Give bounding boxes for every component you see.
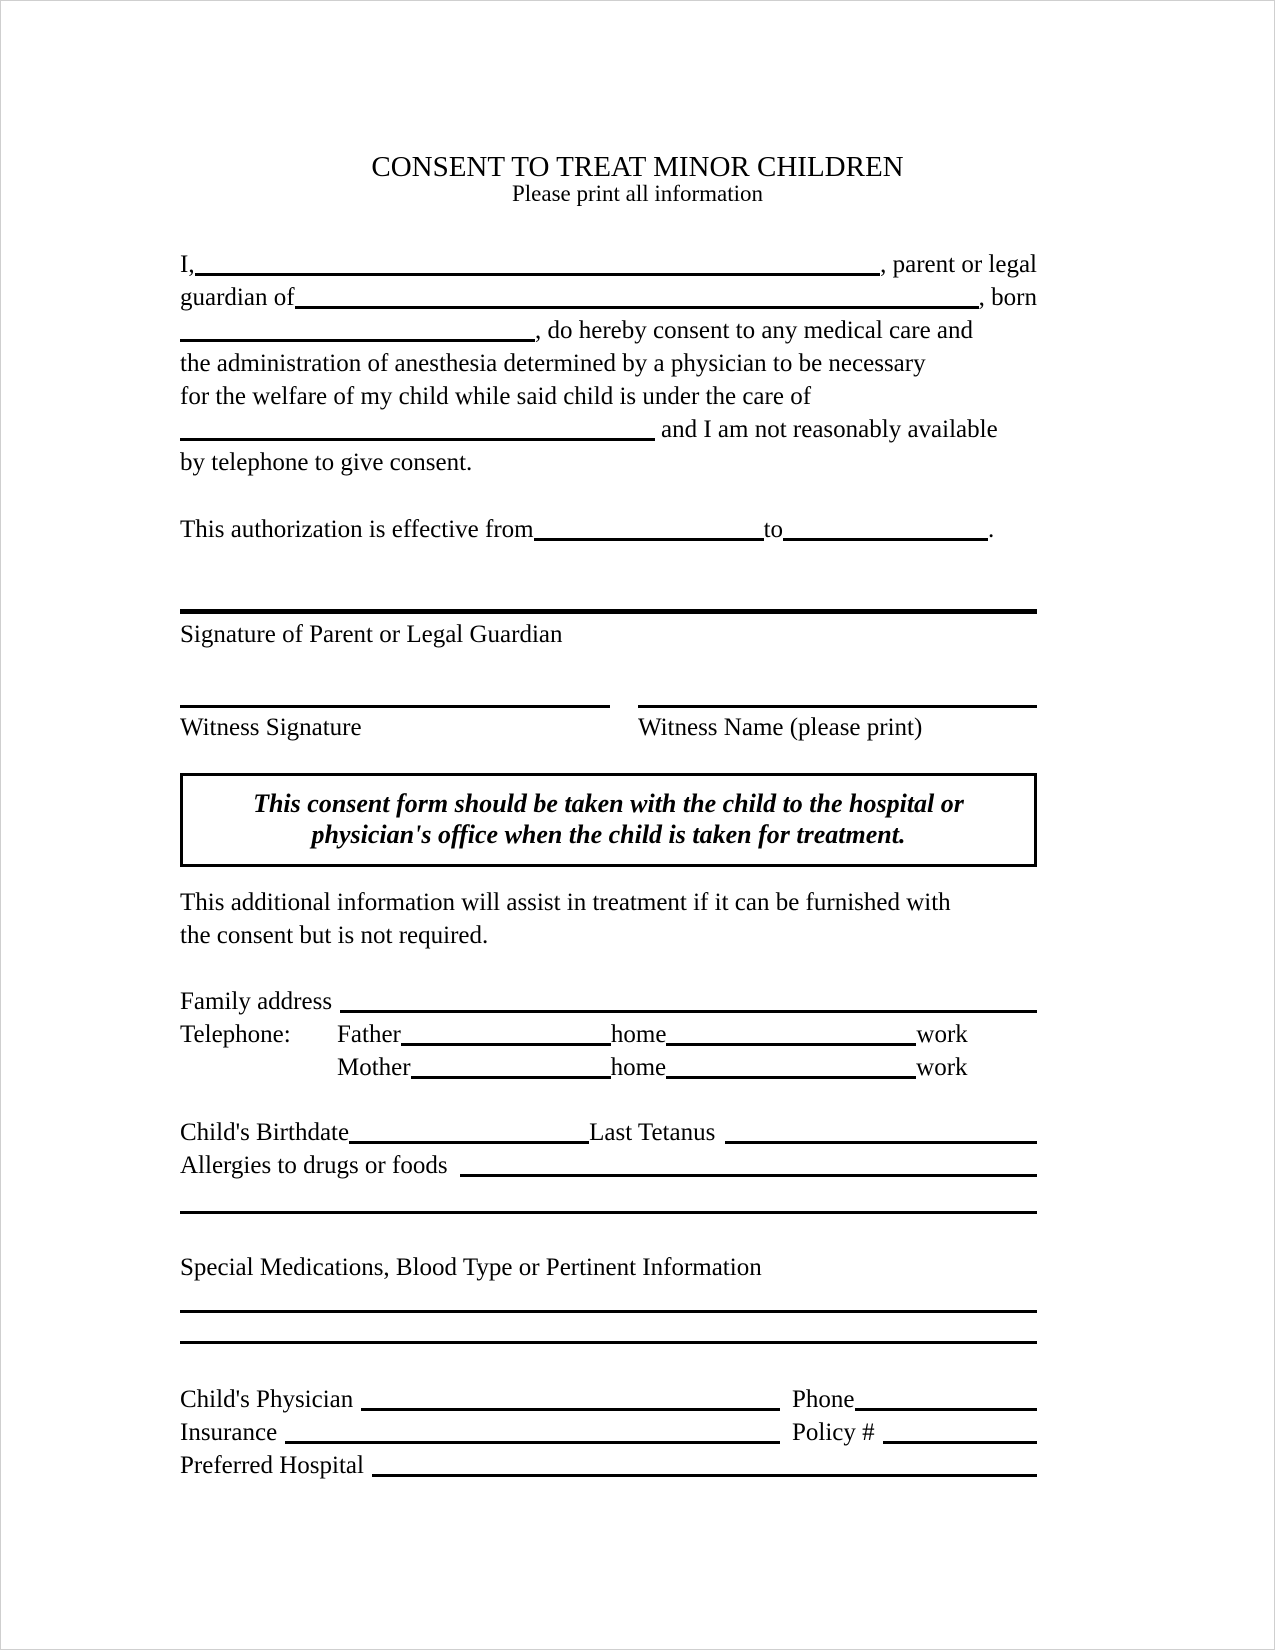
consent-line-2 <box>180 281 1037 314</box>
allergies-blank[interactable] <box>460 1173 1037 1177</box>
caregiver-name-blank[interactable] <box>180 437 655 441</box>
consent-paragraph <box>180 248 1037 479</box>
childs-physician-label: Child's Physician <box>180 1386 354 1413</box>
mother-home-label: home <box>610 1054 667 1081</box>
allergies-continuation-line[interactable] <box>180 1211 1037 1214</box>
father-home-phone-blank[interactable] <box>401 1042 611 1046</box>
authorization-line <box>180 513 1037 546</box>
additional-info-line-2: the consent but is not required. <box>180 922 489 949</box>
page-subtitle: Please print all information <box>511 181 764 206</box>
father-label: Father <box>337 1021 401 1048</box>
consent-line-7: by telephone to give consent. <box>180 449 473 476</box>
last-tetanus-blank[interactable] <box>725 1140 1037 1144</box>
childs-birthdate-label: Child's Birthdate <box>180 1119 350 1146</box>
preferred-hospital-label: Preferred Hospital <box>180 1452 364 1479</box>
mother-home-phone-blank[interactable] <box>411 1075 611 1079</box>
witness-name-column <box>638 705 1037 744</box>
preferred-hospital-blank[interactable] <box>372 1473 1037 1477</box>
notice-box <box>180 773 1037 867</box>
father-home-label: home <box>610 1021 667 1048</box>
child-name-blank[interactable] <box>295 305 979 309</box>
birthdate-tetanus-row <box>180 1116 1037 1149</box>
special-medications-label: Special Medications, Blood Type or Pertinent Information <box>180 1254 762 1281</box>
consent-l1-pre: I, <box>180 251 195 278</box>
authorization-period: . <box>988 516 995 543</box>
childs-physician-blank[interactable] <box>361 1407 780 1411</box>
witness-name-line[interactable] <box>638 705 1037 708</box>
mother-label: Mother <box>337 1054 411 1081</box>
consent-line-1 <box>180 248 1037 281</box>
insurance-label: Insurance <box>180 1419 278 1446</box>
allergies-row <box>180 1149 1037 1182</box>
notice-line-1: This consent form should be taken with the child to the hospital or <box>253 789 964 818</box>
witness-section <box>180 705 1037 744</box>
special-medications-line-1[interactable] <box>180 1310 1037 1313</box>
family-address-row <box>180 985 1037 1018</box>
consent-line-6 <box>180 413 1037 446</box>
mother-work-phone-blank[interactable] <box>666 1075 916 1079</box>
mother-telephone-row <box>180 1051 1037 1084</box>
additional-info-paragraph <box>180 886 1037 952</box>
family-address-blank[interactable] <box>340 1009 1037 1013</box>
additional-info-line-1: This additional information will assist in treatment if it can be furnished with <box>180 889 951 916</box>
father-work-label: work <box>916 1021 968 1048</box>
witness-signature-label: Witness Signature <box>180 714 362 741</box>
authorization-pre: This authorization is effective from <box>180 516 534 543</box>
policy-number-label: Policy # <box>792 1419 875 1446</box>
notice-line-2: physician's office when the child is taken for treatment. <box>311 820 906 849</box>
witness-name-label: Witness Name (please print) <box>638 714 923 741</box>
physician-phone-row <box>180 1383 1037 1416</box>
parent-name-blank[interactable] <box>195 272 881 276</box>
last-tetanus-label: Last Tetanus <box>589 1119 716 1146</box>
father-telephone-row <box>180 1018 1037 1051</box>
consent-l2-pre: guardian of <box>180 284 295 311</box>
insurance-policy-row <box>180 1416 1037 1449</box>
allergies-label: Allergies to drugs or foods <box>180 1152 448 1179</box>
consent-l6-post: and I am not reasonably available <box>661 416 998 443</box>
parent-signature-label: Signature of Parent or Legal Guardian <box>180 621 563 648</box>
consent-l1-post: , parent or legal <box>880 251 1037 278</box>
policy-number-blank[interactable] <box>883 1440 1037 1444</box>
consent-line-3 <box>180 314 1037 347</box>
witness-signature-column <box>180 705 610 744</box>
consent-l3-post: , do hereby consent to any medical care and <box>535 317 974 344</box>
physician-phone-blank[interactable] <box>855 1407 1038 1411</box>
effective-to-blank[interactable] <box>783 537 988 541</box>
parent-signature-line[interactable] <box>180 609 1037 614</box>
effective-from-blank[interactable] <box>534 537 764 541</box>
childs-birthdate-blank[interactable] <box>349 1140 589 1144</box>
witness-signature-line[interactable] <box>180 705 610 708</box>
page-title: CONSENT TO TREAT MINOR CHILDREN <box>371 151 904 183</box>
phone-label: Phone <box>792 1386 855 1413</box>
consent-line-5: for the welfare of my child while said child is under the care of <box>180 383 812 410</box>
telephone-label: Telephone: <box>180 1021 291 1048</box>
birthdate-blank[interactable] <box>180 338 535 342</box>
special-medications-line-2[interactable] <box>180 1341 1037 1344</box>
consent-l2-post: , born <box>978 284 1037 311</box>
family-address-label: Family address <box>180 988 333 1015</box>
insurance-blank[interactable] <box>285 1440 780 1444</box>
father-work-phone-blank[interactable] <box>666 1042 916 1046</box>
authorization-to: to <box>763 516 784 543</box>
mother-work-label: work <box>916 1054 968 1081</box>
preferred-hospital-row <box>180 1449 1037 1482</box>
consent-line-4: the administration of anesthesia determined by a physician to be necessary <box>180 350 926 377</box>
